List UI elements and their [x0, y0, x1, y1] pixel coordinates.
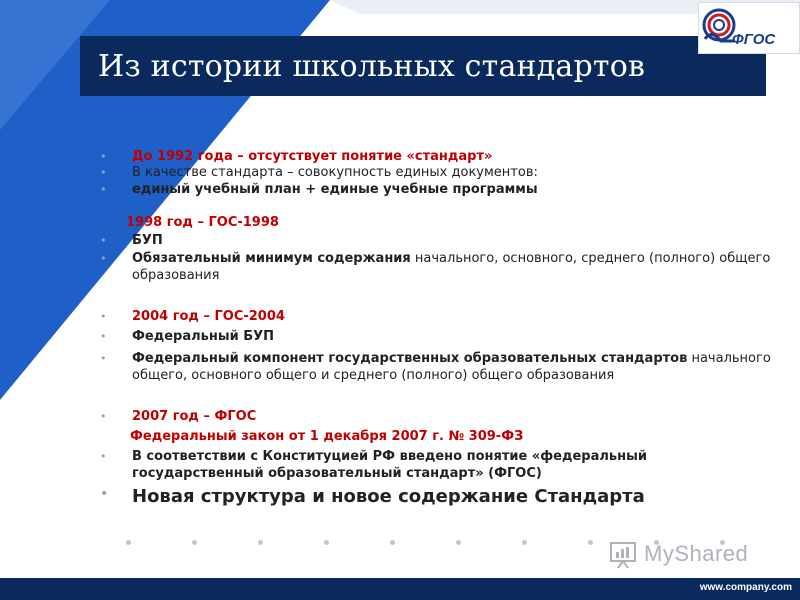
list-item-text: В соответствии с Конституцией РФ введено понятие «федеральный государственный образовательный стандарт» (ФГОС) [132, 449, 647, 481]
bullet-icon: • [100, 450, 107, 463]
list-item-text: Федеральный закон от 1 декабря 2007 г. № 309-ФЗ [130, 429, 524, 444]
bullet-icon: • [100, 166, 107, 179]
bullet-icon: • [100, 234, 107, 247]
dot [456, 540, 461, 545]
bullet-icon: • [100, 410, 107, 423]
dot [258, 540, 263, 545]
footer-bar [0, 578, 800, 600]
list-item-text: БУП [132, 233, 163, 248]
list-item-text: 2007 год – ФГОС [132, 409, 257, 424]
bullet-icon: • [100, 330, 107, 343]
footer-url: www.company.com [699, 582, 792, 593]
dot [324, 540, 329, 545]
list-item-text: 1998 год – ГОС-1998 [126, 215, 279, 230]
list-item-text: 2004 год – ГОС-2004 [132, 309, 285, 324]
bullet-icon: • [100, 486, 109, 502]
page-title: Из истории школьных стандартов [98, 48, 646, 84]
watermark-text: MyShared [644, 541, 749, 566]
bullet-icon: • [100, 352, 107, 365]
presentation-board-icon [608, 539, 638, 569]
dot [522, 540, 527, 545]
bullet-icon: • [100, 310, 107, 323]
fgos-logo [698, 2, 800, 54]
list-item-text: В качестве стандарта – совокупность единых документов: [132, 165, 538, 180]
list-item-text: единый учебный план + единые учебные программы [132, 182, 538, 197]
bullet-icon: • [100, 150, 107, 163]
dot [192, 540, 197, 545]
list-item-text: До 1992 года – отсутствует понятие «стандарт» [132, 149, 493, 164]
dot [588, 540, 593, 545]
list-item-rest-text: начального общего, основного общего и среднего (полного) общего образования [132, 351, 771, 383]
logo-text: ФГОС [732, 31, 776, 48]
list-item-rest-text: начального, основного, среднего (полного) общего образования [132, 251, 771, 283]
list-item-text [132, 350, 782, 384]
bullet-icon: • [100, 183, 107, 196]
list-item-bold-text: Федеральный компонент государственных образовательных стандартов [132, 351, 688, 366]
list-item-text: Новая структура и новое содержание Стандарта [132, 486, 645, 507]
watermark [608, 536, 768, 572]
bullet-icon: • [100, 252, 107, 265]
dot [390, 540, 395, 545]
list-item-text [132, 250, 782, 284]
list-item-text: Федеральный БУП [132, 329, 275, 344]
list-item-bold-text: Обязательный минимум содержания [132, 251, 411, 266]
dot [126, 540, 131, 545]
title-bar [80, 36, 766, 96]
